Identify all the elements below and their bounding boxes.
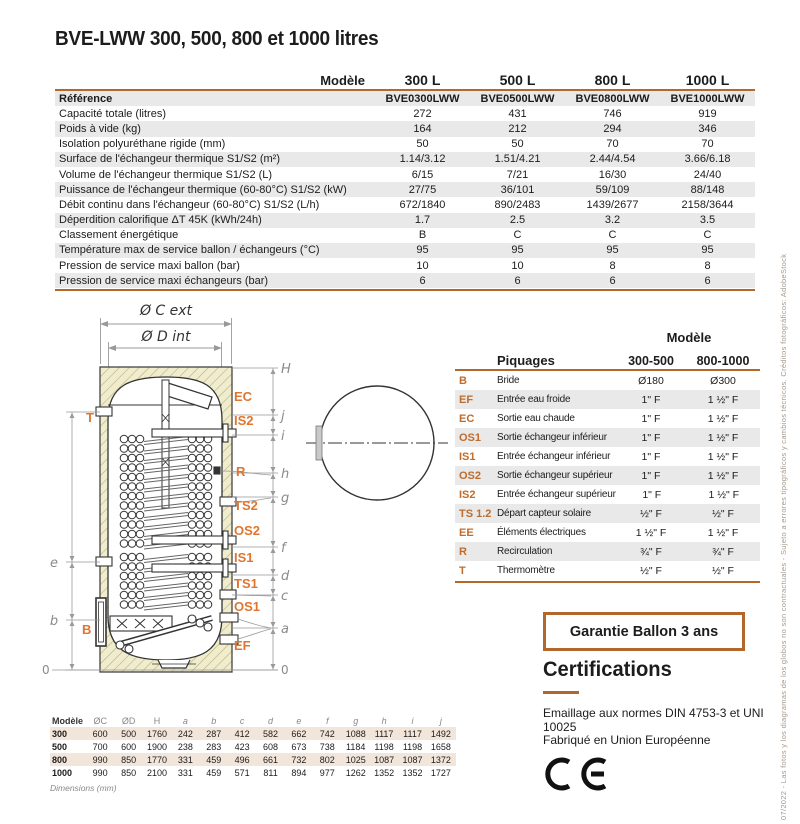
dim-letter-c: c [281, 589, 289, 604]
dims-cell: 571 [234, 767, 250, 778]
dim-letter-i: i [281, 429, 285, 444]
dims-header: g [353, 715, 359, 726]
dim-label-d-int: Ø D int [141, 329, 191, 345]
row-label: Débit continu dans l'échangeur (60-80°C) S1/S2 (L/h) [59, 198, 320, 211]
row-value: 95 [701, 244, 714, 257]
dims-row [50, 766, 456, 779]
dims-header: e [296, 715, 302, 726]
certifications-section [543, 658, 777, 748]
dims-cell: 1658 [430, 741, 451, 752]
port-size: ½" F [640, 564, 662, 577]
dim-label-c-ext: Ø C ext [139, 303, 193, 319]
port-size: 1 ½" F [708, 488, 740, 501]
port-name: Départ capteur solaire [497, 508, 591, 519]
dims-cell: 800 [52, 754, 68, 765]
dims-cell: 1087 [374, 754, 395, 765]
row-value: 8 [704, 259, 711, 272]
spacer [455, 330, 618, 348]
dims-cell: 1198 [402, 741, 423, 752]
dims-cell: 1727 [430, 767, 451, 778]
piquages-row [455, 390, 760, 409]
dims-header: h [381, 715, 387, 726]
dims-cell: 238 [177, 741, 193, 752]
row-label: Capacité totale (litres) [59, 107, 166, 120]
dims-cell: 1262 [345, 767, 366, 778]
row-label: Pression de service maxi échangeurs (bar) [59, 274, 269, 287]
port-code: OS2 [459, 469, 482, 482]
dims-cell: 700 [92, 741, 108, 752]
row-value: 746 [603, 107, 622, 120]
port-label-is1: IS1 [234, 550, 254, 565]
piquages-row [455, 409, 760, 428]
row-value: 1.51/4.21 [494, 153, 541, 166]
port-size: ¾" F [640, 545, 662, 558]
dim-letter-f: f [281, 541, 286, 556]
ce-mark-icon [539, 755, 611, 793]
port-name: Sortie échangeur supérieur [497, 470, 613, 481]
dims-cell: 738 [319, 741, 335, 752]
dims-body [50, 714, 456, 779]
dims-header: ØC [93, 715, 107, 726]
dims-header: a [182, 715, 188, 726]
dims-header: b [211, 715, 217, 726]
spec-row [55, 182, 755, 197]
spec-row [55, 91, 755, 106]
port-size: 1 ½" F [707, 431, 739, 444]
row-value: 164 [413, 122, 432, 135]
dims-cell: 732 [291, 754, 307, 765]
dim-letter-a: a [281, 622, 289, 637]
dim-letter-H: H [281, 362, 291, 377]
spec-table-body [55, 91, 755, 288]
port-size: 1" F [641, 393, 661, 406]
dims-row [50, 753, 456, 766]
row-value: 10 [511, 259, 524, 272]
port-name: Recirculation [497, 546, 553, 557]
piquages-row [455, 485, 760, 504]
port-name: Entrée eau froide [497, 394, 571, 405]
dims-cell: 661 [263, 754, 279, 765]
dims-cell: 2100 [146, 767, 167, 778]
port-size: ½" F [712, 507, 734, 520]
port-size: 1 ½" F [707, 526, 739, 539]
port-size: 1 ½" F [707, 393, 739, 406]
row-value: 10 [416, 259, 429, 272]
dims-cell: 500 [52, 741, 68, 752]
piquages-column-header-row [455, 348, 760, 368]
row-value: 346 [698, 122, 717, 135]
side-note: 07/2022 - Las fotos y los diagramas de los globos no son contractuales - Sujeto a errores tipográficos y cambios técnicos. Créditos fotográficos: AdobeStock [779, 253, 788, 820]
dims-cell: 287 [206, 728, 222, 739]
zero-label-left: 0 [42, 663, 50, 677]
row-value: BVE1000LWW [670, 92, 745, 105]
dims-header: Modèle [52, 715, 84, 726]
dim-letter-h: h [281, 467, 290, 482]
piquages-col-300-500: 300-500 [628, 354, 674, 368]
piquages-row [455, 466, 760, 485]
dims-header: c [239, 715, 245, 726]
dims-header: ØD [121, 715, 136, 726]
dims-cell: 802 [319, 754, 335, 765]
row-value: 3.5 [699, 214, 716, 227]
port-code: R [459, 545, 467, 558]
certifications-title: Certifications [543, 658, 672, 681]
row-value: 95 [606, 244, 619, 257]
row-value: 2158/3644 [681, 198, 734, 211]
dims-cell: 331 [177, 767, 193, 778]
piquages-row [455, 504, 760, 523]
port-size: 1" F [641, 469, 661, 482]
port-label-ef: EF [234, 638, 251, 653]
row-value: BVE0500LWW [480, 92, 555, 105]
dims-footnote: Dimensions (mm) [50, 783, 117, 793]
dims-cell: 459 [206, 754, 222, 765]
row-value: 6 [704, 274, 711, 287]
port-size: 1 ½" F [635, 526, 667, 539]
divider [55, 289, 755, 291]
spec-col-header-800: 800 L [594, 72, 631, 88]
port-label-is2: IS2 [234, 413, 254, 428]
dims-cell: 1087 [402, 754, 423, 765]
row-value: BVE0800LWW [575, 92, 650, 105]
port-size: Ø180 [638, 374, 664, 387]
spec-row [55, 106, 755, 121]
piquages-table [455, 330, 760, 583]
dims-cell: 1117 [374, 728, 394, 739]
piquages-col-800-1000: 800-1000 [696, 354, 750, 368]
dims-cell: 811 [263, 767, 278, 778]
row-label: Déperdition calorifique ΔT 45K (kWh/24h) [59, 214, 262, 227]
spec-row [55, 273, 755, 288]
accent-underline [543, 691, 579, 694]
port-size: 1" F [642, 488, 662, 501]
piquages-model-header: Modèle [666, 330, 712, 345]
row-value: 3.66/6.18 [684, 153, 731, 166]
dim-letter-j: j [281, 409, 285, 424]
dims-cell: 1088 [345, 728, 366, 739]
dims-cell: 1372 [430, 754, 451, 765]
dims-cell: 459 [206, 767, 222, 778]
spec-table [55, 66, 755, 291]
dims-cell: 300 [52, 728, 68, 739]
dims-cell: 1117 [403, 728, 422, 739]
row-value: 24/40 [693, 168, 722, 181]
spec-row [55, 228, 755, 243]
piquages-row [455, 542, 760, 561]
dims-header: j [439, 715, 442, 726]
port-name: Bride [497, 375, 520, 386]
dims-cell: 850 [121, 754, 137, 765]
dims-cell: 1000 [52, 767, 73, 778]
port-size: 1" F [641, 450, 661, 463]
row-value: 890/2483 [494, 198, 541, 211]
row-value: 95 [511, 244, 524, 257]
dims-cell: 582 [263, 728, 279, 739]
port-label-r: R [236, 464, 246, 479]
dims-cell: 500 [121, 728, 137, 739]
port-name: Éléments électriques [497, 527, 586, 538]
row-value: 36/101 [500, 183, 535, 196]
row-value: 6/15 [411, 168, 434, 181]
dims-cell: 283 [206, 741, 222, 752]
row-value: 672/1840 [399, 198, 446, 211]
port-size: Ø300 [710, 374, 736, 387]
warranty-badge [543, 612, 745, 651]
port-code: T [459, 564, 466, 577]
dimensions-table [50, 714, 456, 793]
row-value: 3.2 [604, 214, 621, 227]
spec-model-header: Modèle [320, 73, 365, 88]
dims-header: f [326, 715, 329, 726]
dims-cell: 850 [121, 767, 137, 778]
dim-letter-e: e [50, 556, 58, 571]
top-view-circle [306, 386, 448, 500]
dims-header: i [411, 715, 414, 726]
port-code: IS1 [459, 450, 476, 463]
port-code: OS1 [459, 431, 482, 444]
row-label: Surface de l'échangeur thermique S1/S2 (m²) [59, 153, 280, 166]
piquages-row [455, 428, 760, 447]
row-value: C [608, 229, 617, 242]
dims-cell: 331 [177, 754, 193, 765]
row-value: 27/75 [408, 183, 437, 196]
spec-row [55, 243, 755, 258]
dims-header: d [268, 715, 274, 726]
row-value: BVE0300LWW [385, 92, 460, 105]
row-label: Température max de service ballon / échangeurs (°C) [59, 244, 320, 257]
row-value: 8 [609, 259, 616, 272]
row-label: Poids à vide (kg) [59, 122, 141, 135]
port-label-ts1: TS1 [234, 576, 258, 591]
row-value: C [513, 229, 522, 242]
dims-cell: 242 [177, 728, 193, 739]
dims-cell: 742 [319, 728, 335, 739]
row-value: 70 [701, 138, 714, 151]
row-value: 272 [413, 107, 432, 120]
spec-row [55, 213, 755, 228]
port-code: EF [459, 393, 474, 406]
certification-line: Fabriqué en Union Européenne [543, 733, 711, 747]
dims-cell: 1492 [430, 728, 451, 739]
dims-cell: 990 [92, 754, 108, 765]
port-label-b: B [82, 622, 92, 637]
spec-table-header [55, 66, 755, 88]
dims-cell: 990 [92, 767, 108, 778]
piquages-row [455, 561, 760, 580]
spec-col-header-300: 300 L [404, 72, 441, 88]
row-value: 2.5 [509, 214, 526, 227]
port-size: ½" F [712, 564, 734, 577]
port-label-t: T [86, 410, 94, 425]
port-size: ½" F [640, 507, 662, 520]
dim-letter-d: d [281, 569, 290, 584]
warranty-label: Garantie Ballon 3 ans [569, 623, 719, 640]
piquages-row [455, 447, 760, 466]
piquages-row [455, 371, 760, 390]
dims-cell: 1184 [346, 741, 366, 752]
dims-cell: 1760 [146, 728, 167, 739]
row-label: Isolation polyuréthane rigide (mm) [59, 138, 226, 151]
dims-cell: 1352 [374, 767, 395, 778]
row-value: 1.7 [414, 214, 431, 227]
spec-col-header-1000: 1000 L [685, 72, 730, 88]
dims-cell: 600 [92, 728, 108, 739]
piquages-model-header-row [455, 330, 760, 348]
tank-diagram [40, 298, 480, 708]
row-value: 7/21 [506, 168, 529, 181]
dim-letter-b: b [49, 614, 59, 629]
dims-cell: 1770 [146, 754, 167, 765]
row-value: 212 [508, 122, 527, 135]
port-size: 1 ½" F [707, 469, 739, 482]
divider [455, 581, 760, 583]
dims-header: H [153, 715, 161, 726]
row-value: 431 [508, 107, 527, 120]
piquages-name-header: Piquages [497, 353, 555, 368]
row-label: Volume de l'échangeur thermique S1/S2 (L) [59, 168, 273, 181]
dims-cell: 1900 [146, 741, 167, 752]
spec-row [55, 121, 755, 136]
row-value: 50 [416, 138, 429, 151]
row-value: 1439/2677 [586, 198, 639, 211]
row-label: Puissance de l'échangeur thermique (60-80°C) S1/S2 (kW) [59, 183, 347, 196]
row-value: C [703, 229, 712, 242]
row-value: B [418, 229, 427, 242]
port-size: 1 ½" F [707, 450, 739, 463]
top-dimension-lines [100, 318, 232, 374]
row-label: Référence [59, 92, 113, 105]
dims-cell: 600 [121, 741, 137, 752]
spec-row [55, 258, 755, 273]
port-name: Entrée échangeur supérieur [497, 489, 616, 500]
port-name: Thermomètre [497, 565, 555, 576]
row-value: 70 [606, 138, 619, 151]
port-size: ¾" F [712, 545, 734, 558]
port-label-os1: OS1 [234, 599, 261, 614]
row-value: 6 [419, 274, 426, 287]
spec-col-header-500: 500 L [499, 72, 536, 88]
dims-cell: 1025 [345, 754, 366, 765]
spec-row [55, 137, 755, 152]
row-value: 16/30 [598, 168, 627, 181]
port-code: IS2 [459, 488, 476, 501]
row-value: 1.14/3.12 [399, 153, 446, 166]
port-code: B [459, 374, 467, 387]
piquages-row [455, 523, 760, 542]
dims-cell: 1198 [374, 741, 394, 752]
spec-row [55, 197, 755, 212]
dims-cell: 423 [234, 741, 250, 752]
dims-row [50, 740, 456, 753]
page-title: BVE-LWW 300, 500, 800 et 1000 litres [55, 28, 379, 50]
dims-cell: 673 [291, 741, 307, 752]
dims-cell: 412 [234, 728, 250, 739]
dims-cell: 1352 [402, 767, 423, 778]
zero-label-right: 0 [281, 663, 289, 677]
row-label: Classement énergétique [59, 229, 179, 242]
row-label: Pression de service maxi ballon (bar) [59, 259, 240, 272]
row-value: 95 [416, 244, 429, 257]
port-size: 1" F [641, 412, 661, 425]
dims-cell: 977 [319, 767, 335, 778]
row-value: 88/148 [690, 183, 725, 196]
dims-row [50, 727, 456, 740]
row-value: 294 [603, 122, 622, 135]
dims-cell: 496 [234, 754, 250, 765]
spec-row [55, 152, 755, 167]
port-code: EC [459, 412, 475, 425]
certification-line: Emaillage aux normes DIN 4753-3 et UNI 10025 [543, 706, 764, 734]
port-size: 1 ½" F [707, 412, 739, 425]
port-label-os2: OS2 [234, 523, 261, 538]
port-name: Entrée échangeur inférieur [497, 451, 611, 462]
dim-letter-g: g [281, 491, 290, 506]
port-size: 1" F [641, 431, 661, 444]
row-value: 2.44/4.54 [589, 153, 636, 166]
row-value: 6 [514, 274, 521, 287]
port-code: TS 1.2 [459, 507, 492, 520]
dims-cell: 608 [263, 741, 279, 752]
row-value: 59/109 [595, 183, 630, 196]
port-label-ts2: TS2 [234, 498, 258, 513]
port-label-ec: EC [234, 389, 253, 404]
dims-cell: 662 [291, 728, 307, 739]
row-value: 919 [698, 107, 717, 120]
port-name: Sortie échangeur inférieur [497, 432, 607, 443]
spec-row [55, 167, 755, 182]
row-value: 50 [511, 138, 524, 151]
dims-header-row [50, 714, 456, 727]
port-code: EE [459, 526, 474, 539]
row-value: 6 [609, 274, 616, 287]
port-name: Sortie eau chaude [497, 413, 575, 424]
dims-cell: 894 [291, 767, 307, 778]
piquages-body [455, 371, 760, 580]
